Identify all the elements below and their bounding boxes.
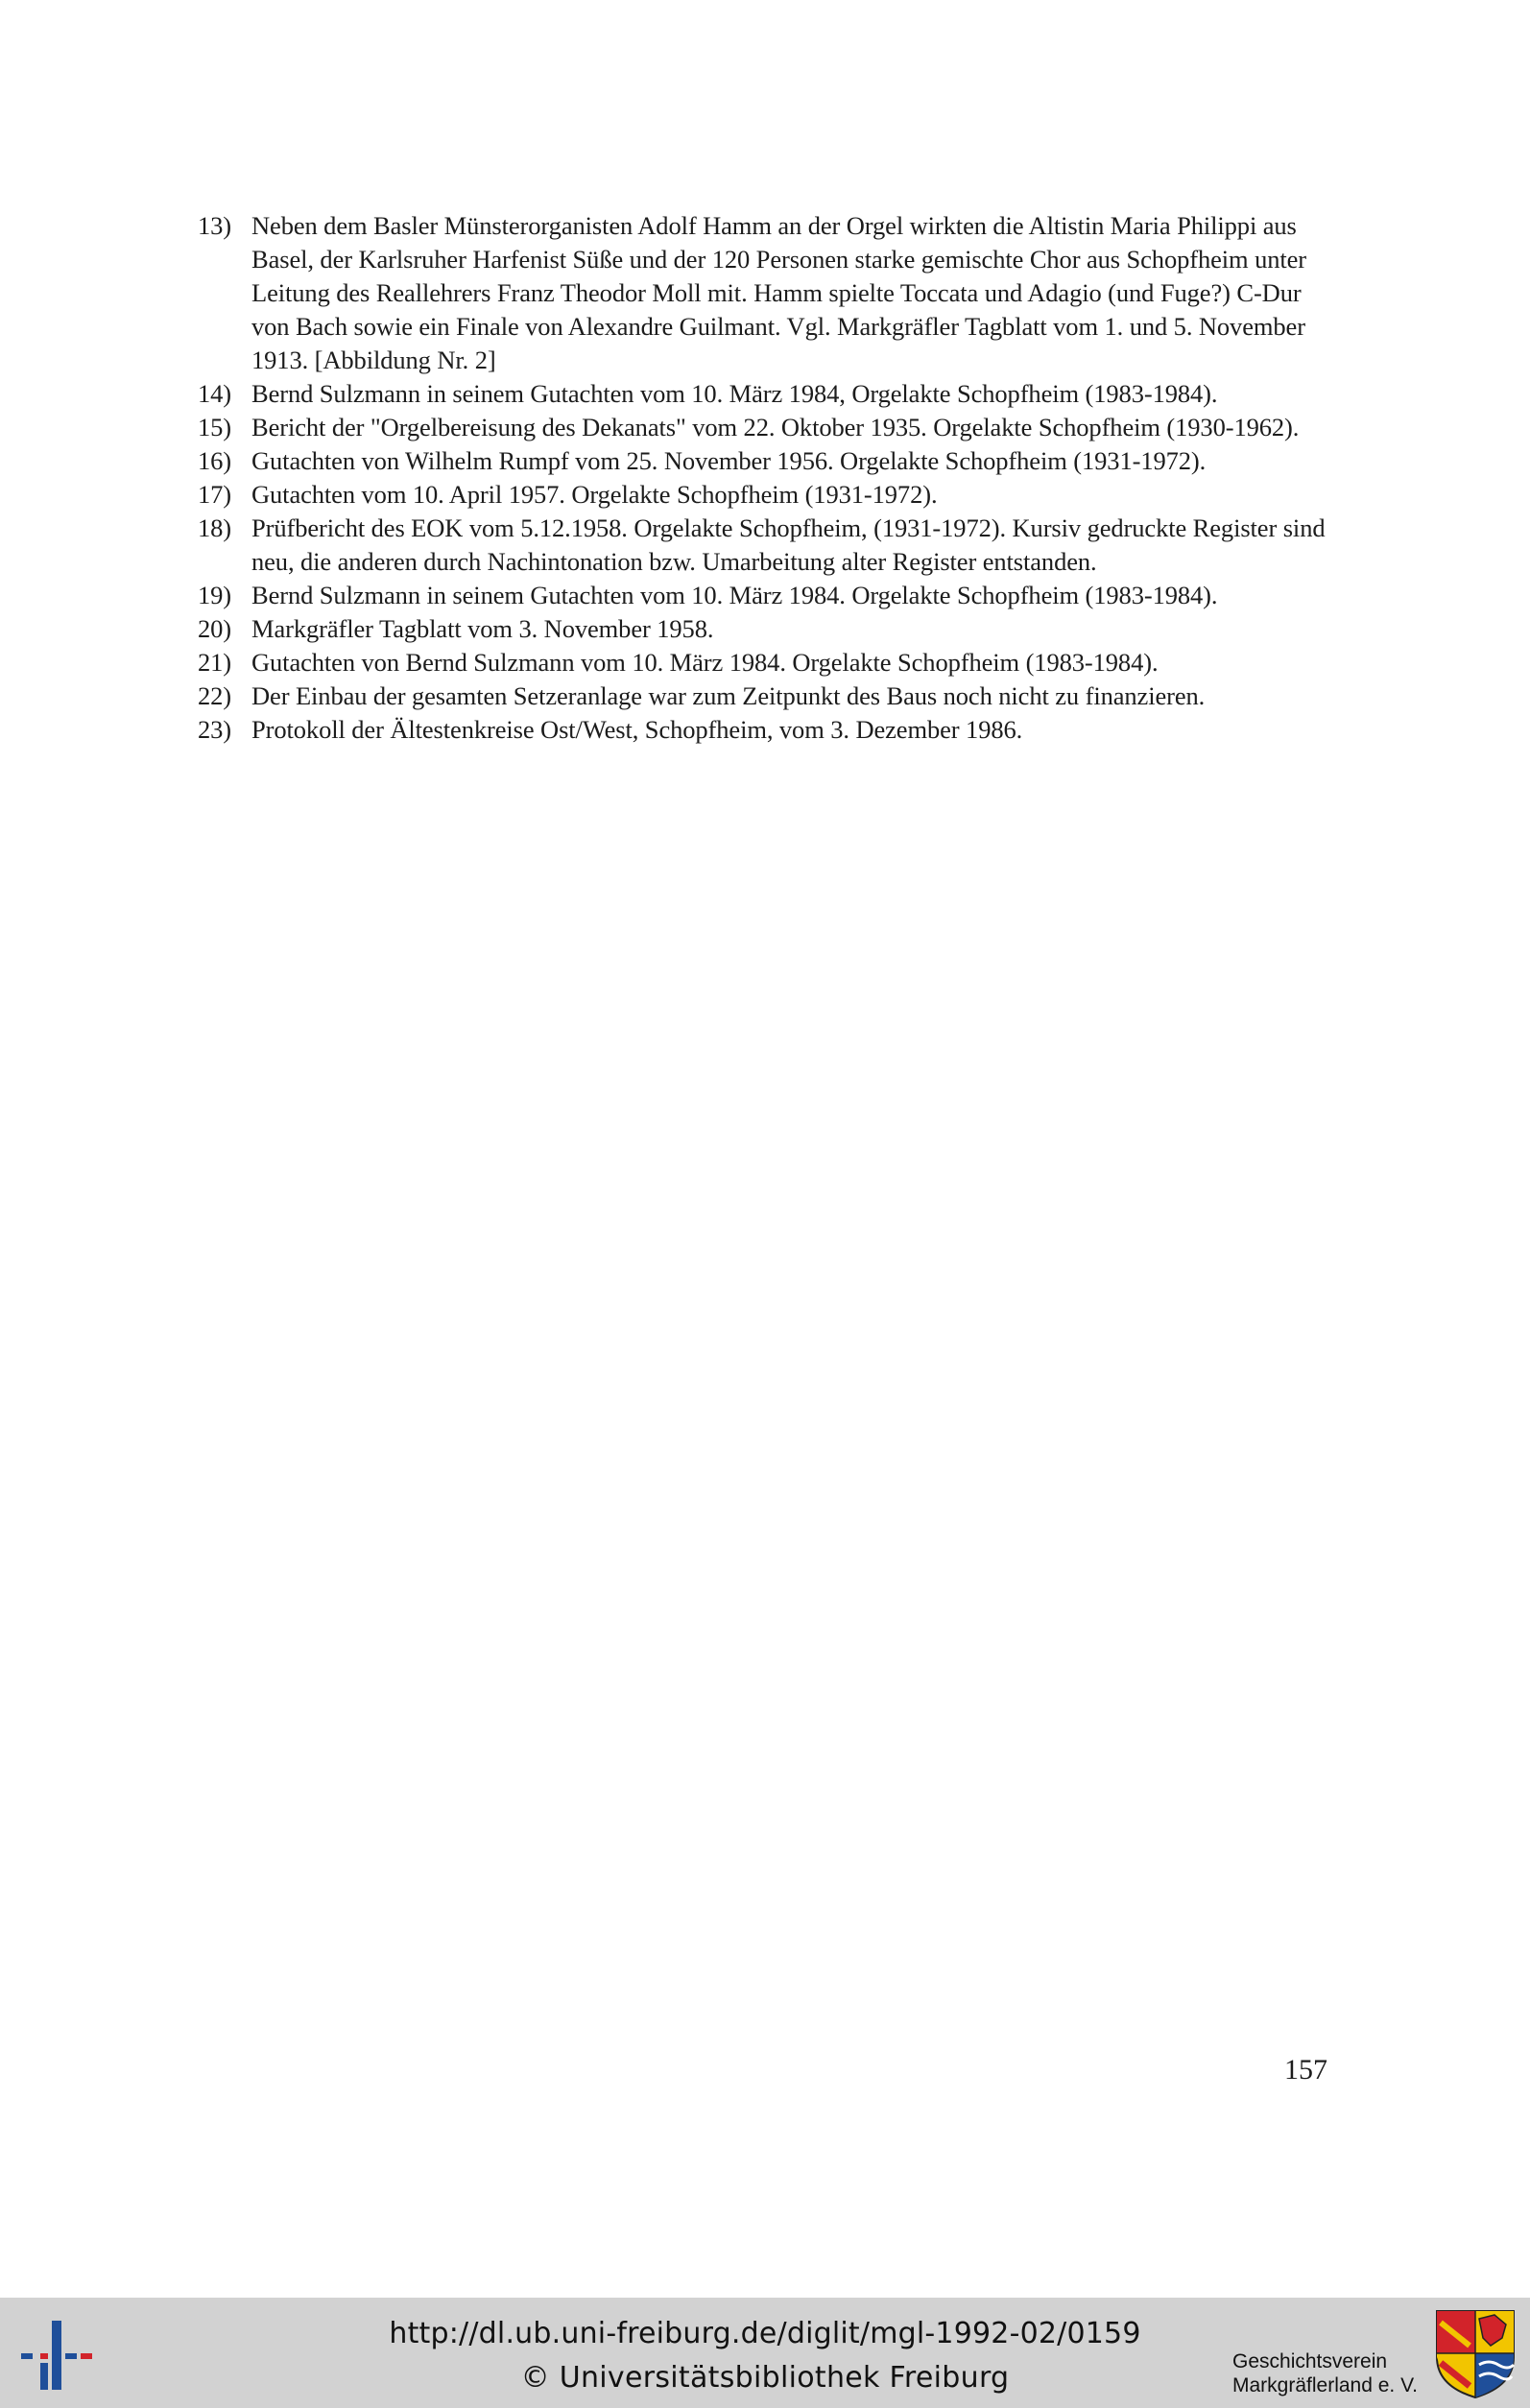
coat-of-arms-icon bbox=[1435, 2309, 1516, 2399]
footnote-item bbox=[198, 377, 1330, 411]
footnote-number: 17) bbox=[198, 480, 232, 509]
footnote-text: Prüfbericht des EOK vom 5.12.1958. Orgelakte Schopfheim, (1931-1972). Kursiv gedruckte Register sind neu, die anderen durch Nachintonation bzw. Umarbeitung alter Register entstanden. bbox=[251, 513, 1326, 576]
footnote-number: 18) bbox=[198, 513, 232, 542]
footnote-list bbox=[198, 209, 1330, 747]
footnote-text: Gutachten vom 10. April 1957. Orgelakte Schopfheim (1931-1972). bbox=[251, 480, 938, 509]
page-number: 157 bbox=[1284, 2054, 1327, 2086]
footnote-number: 22) bbox=[198, 681, 232, 710]
footnote-text: Gutachten von Wilhelm Rumpf vom 25. November 1956. Orgelakte Schopfheim (1931-1972). bbox=[251, 446, 1207, 475]
society-name-line2: Markgräflerland e. V. bbox=[1232, 2374, 1418, 2396]
footnote-item bbox=[198, 713, 1330, 747]
footnote-number: 15) bbox=[198, 413, 232, 441]
footnote-item bbox=[198, 209, 1330, 377]
footnote-item bbox=[198, 444, 1330, 478]
footnote-text: Der Einbau der gesamten Setzeranlage war zum Zeitpunkt des Baus noch nicht zu finanzieren. bbox=[251, 681, 1206, 710]
footnote-number: 13) bbox=[198, 211, 232, 240]
society-name-line1: Geschichtsverein bbox=[1232, 2350, 1388, 2372]
footnote-number: 14) bbox=[198, 379, 232, 408]
footnote-text: Neben dem Basler Münsterorganisten Adolf Hamm an der Orgel wirkten die Altistin Maria Philippi aus Basel, der Karlsruher Harfenist Süße und der 120 Personen starke gemischte Chor aus Schopfheim unter Leitung des Reallehrers Franz Theodor Moll mit. Hamm spielte Toccata und Adagio (und Fuge?) C-Dur von Bach sowie ein Finale von Alexandre Guilmant. Vgl. Markgräfler Tagblatt vom 1. und 5. November 1913. [Abbildung Nr. 2] bbox=[251, 211, 1307, 374]
footnote-item bbox=[198, 512, 1330, 579]
footnote-number: 21) bbox=[198, 648, 232, 677]
footnote-number: 19) bbox=[198, 581, 232, 609]
footnote-number: 16) bbox=[198, 446, 232, 475]
footnote-item bbox=[198, 646, 1330, 679]
footnote-item bbox=[198, 478, 1330, 512]
footnote-number: 23) bbox=[198, 715, 232, 744]
footnote-item bbox=[198, 612, 1330, 646]
footnote-text: Markgräfler Tagblatt vom 3. November 1958. bbox=[251, 614, 714, 643]
footnote-text: Bernd Sulzmann in seinem Gutachten vom 10. März 1984. Orgelakte Schopfheim (1983-1984). bbox=[251, 581, 1218, 609]
footnote-text: Protokoll der Ältestenkreise Ost/West, Schopfheim, vom 3. Dezember 1986. bbox=[251, 715, 1023, 744]
footer-url-link[interactable]: http://dl.ub.uni-freiburg.de/diglit/mgl-1992-02/0159 bbox=[389, 2317, 1141, 2350]
footnote-number: 20) bbox=[198, 614, 232, 643]
society-name bbox=[1232, 2349, 1418, 2397]
footnote-item bbox=[198, 679, 1330, 713]
footnote-text: Bernd Sulzmann in seinem Gutachten vom 10. März 1984, Orgelakte Schopfheim (1983-1984). bbox=[251, 379, 1218, 408]
footer-copyright: © Universitätsbibliothek Freiburg bbox=[520, 2361, 1010, 2395]
footnote-item bbox=[198, 579, 1330, 612]
footnote-text: Gutachten von Bernd Sulzmann vom 10. März 1984. Orgelakte Schopfheim (1983-1984). bbox=[251, 648, 1159, 677]
footnote-item bbox=[198, 411, 1330, 444]
footnote-text: Bericht der "Orgelbereisung des Dekanats" vom 22. Oktober 1935. Orgelakte Schopfheim (1930-1962). bbox=[251, 413, 1300, 441]
footer-bar bbox=[0, 2298, 1530, 2408]
